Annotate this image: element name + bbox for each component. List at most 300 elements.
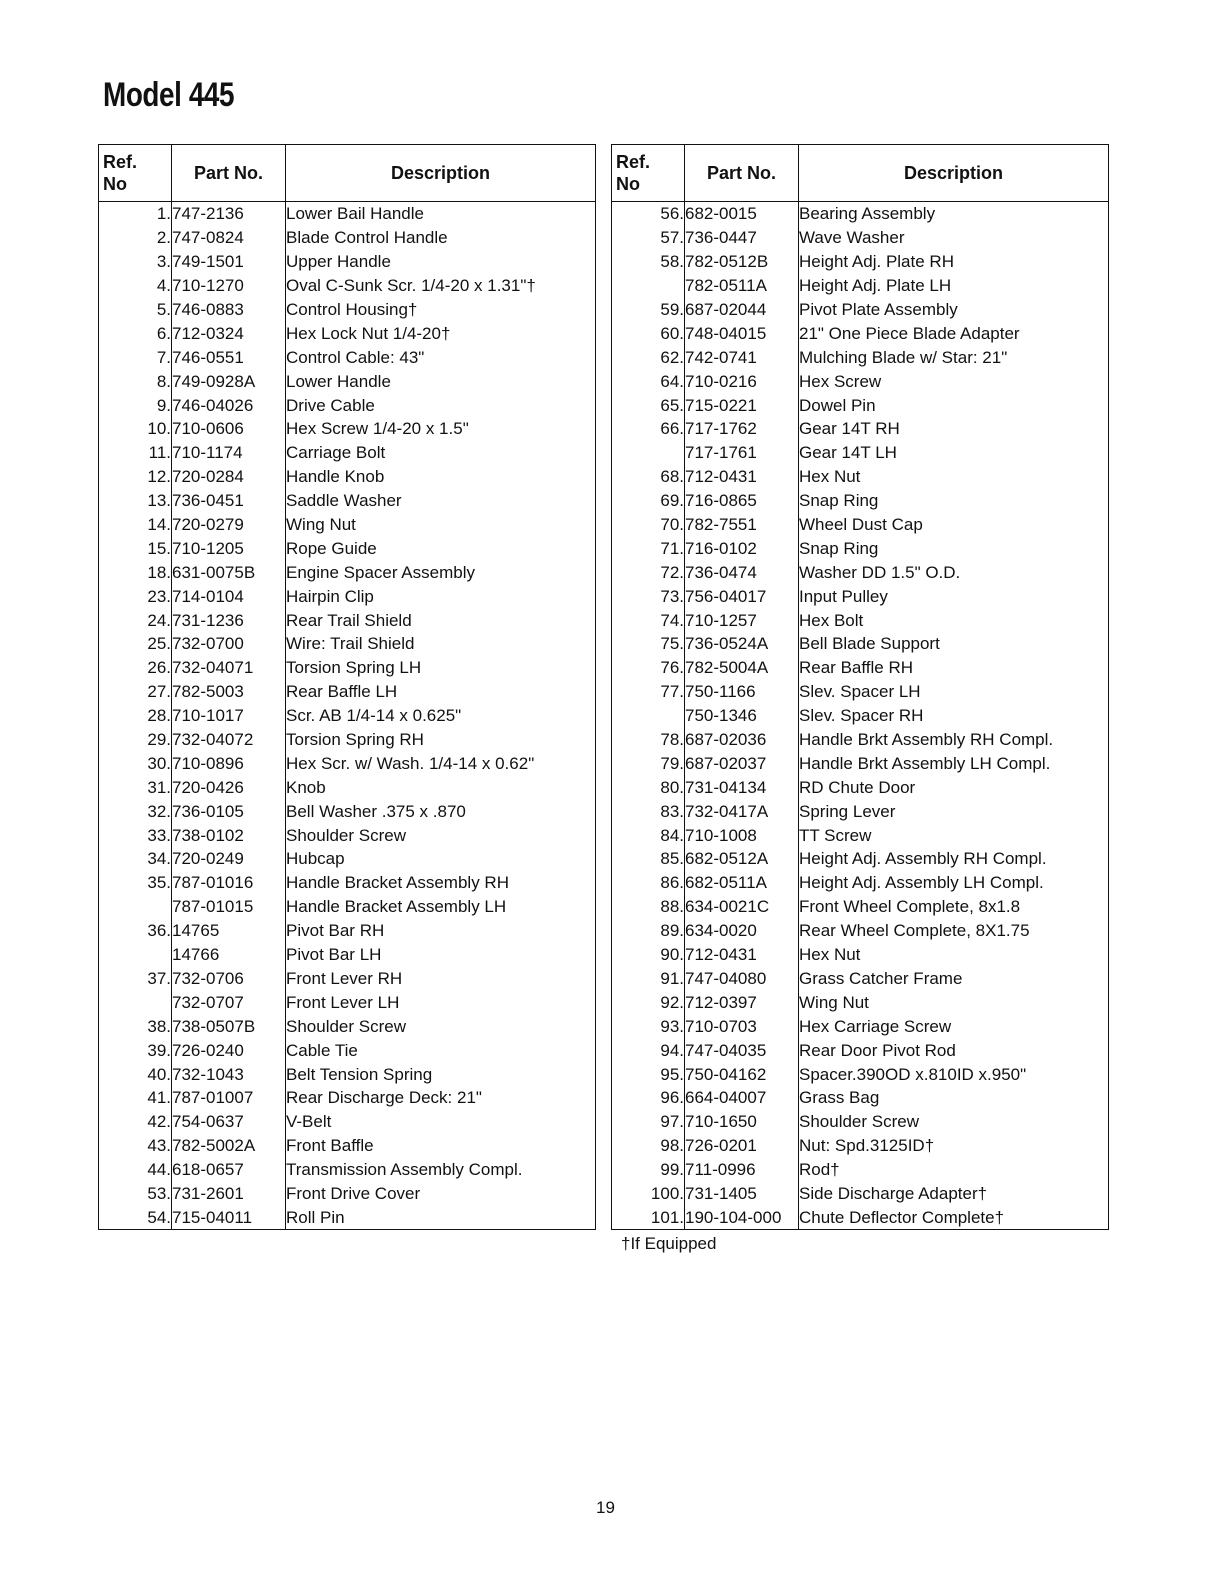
column-header-ref: Ref. No xyxy=(612,145,685,202)
description-cell: Snap Ring xyxy=(799,489,1109,513)
ref-cell: 89. xyxy=(612,919,685,943)
description-cell: Lower Handle xyxy=(286,369,596,393)
ref-cell: 92. xyxy=(612,990,685,1014)
description-cell: Rear Wheel Complete, 8X1.75 xyxy=(799,919,1109,943)
description-cell: Cable Tie xyxy=(286,1038,596,1062)
description-cell: RD Chute Door xyxy=(799,775,1109,799)
table-row xyxy=(612,226,1109,250)
table-row xyxy=(612,990,1109,1014)
parts-table-left-body xyxy=(99,202,596,1230)
table-row xyxy=(612,608,1109,632)
part-number-cell: 732-04072 xyxy=(172,728,286,752)
part-number-cell: 711-0996 xyxy=(685,1158,799,1182)
table-row xyxy=(612,967,1109,991)
ref-cell: 5. xyxy=(99,298,172,322)
column-header-ref: Ref. No xyxy=(99,145,172,202)
part-number-cell: 742-0741 xyxy=(685,345,799,369)
parts-table-right-body xyxy=(612,202,1109,1230)
table-row xyxy=(99,369,596,393)
table-row xyxy=(99,895,596,919)
part-number-cell: 750-1166 xyxy=(685,680,799,704)
description-cell: Handle Bracket Assembly LH xyxy=(286,895,596,919)
table-row xyxy=(99,274,596,298)
ref-cell: 69. xyxy=(612,489,685,513)
part-number-cell: 14765 xyxy=(172,919,286,943)
description-cell: Engine Spacer Assembly xyxy=(286,560,596,584)
table-row xyxy=(612,680,1109,704)
part-number-cell: 618-0657 xyxy=(172,1158,286,1182)
table-header-row xyxy=(612,145,1109,202)
description-cell: Hex Nut xyxy=(799,943,1109,967)
ref-cell: 98. xyxy=(612,1134,685,1158)
ref-cell: 74. xyxy=(612,608,685,632)
part-number-cell: 756-04017 xyxy=(685,584,799,608)
ref-cell: 41. xyxy=(99,1086,172,1110)
ref-cell: 43. xyxy=(99,1134,172,1158)
ref-cell: 84. xyxy=(612,823,685,847)
description-cell: Pivot Bar LH xyxy=(286,943,596,967)
description-cell: 21" One Piece Blade Adapter xyxy=(799,321,1109,345)
description-cell: Rear Baffle RH xyxy=(799,656,1109,680)
ref-cell: 66. xyxy=(612,417,685,441)
ref-cell: 10. xyxy=(99,417,172,441)
column-header-description: Description xyxy=(286,145,596,202)
part-number-cell: 736-0447 xyxy=(685,226,799,250)
table-row xyxy=(612,943,1109,967)
description-cell: Front Lever RH xyxy=(286,967,596,991)
ref-cell: 25. xyxy=(99,632,172,656)
description-cell: Control Cable: 43" xyxy=(286,345,596,369)
part-number-cell: 787-01016 xyxy=(172,871,286,895)
part-number-cell: 710-0703 xyxy=(685,1014,799,1038)
ref-cell: 30. xyxy=(99,751,172,775)
part-number-cell: 687-02036 xyxy=(685,728,799,752)
description-cell: Handle Bracket Assembly RH xyxy=(286,871,596,895)
part-number-cell: 682-0511A xyxy=(685,871,799,895)
ref-cell: 77. xyxy=(612,680,685,704)
table-row xyxy=(99,871,596,895)
ref-cell: 91. xyxy=(612,967,685,991)
ref-cell: 42. xyxy=(99,1110,172,1134)
part-number-cell: 634-0020 xyxy=(685,919,799,943)
ref-cell: 79. xyxy=(612,751,685,775)
ref-cell: 93. xyxy=(612,1014,685,1038)
table-row xyxy=(612,441,1109,465)
table-row xyxy=(99,1205,596,1229)
table-row xyxy=(612,799,1109,823)
part-number-cell: 720-0284 xyxy=(172,465,286,489)
table-row xyxy=(612,584,1109,608)
table-row xyxy=(99,513,596,537)
ref-cell xyxy=(99,990,172,1014)
table-row xyxy=(99,441,596,465)
column-header-description: Description xyxy=(799,145,1109,202)
table-row xyxy=(99,250,596,274)
table-row xyxy=(99,751,596,775)
description-cell: Rear Baffle LH xyxy=(286,680,596,704)
part-number-cell: 782-5002A xyxy=(172,1134,286,1158)
ref-cell: 39. xyxy=(99,1038,172,1062)
table-row xyxy=(612,704,1109,728)
ref-cell: 71. xyxy=(612,536,685,560)
part-number-cell: 714-0104 xyxy=(172,584,286,608)
description-cell: Front Baffle xyxy=(286,1134,596,1158)
description-cell: Bell Blade Support xyxy=(799,632,1109,656)
part-number-cell: 664-04007 xyxy=(685,1086,799,1110)
ref-cell xyxy=(612,274,685,298)
description-cell: Hex Scr. w/ Wash. 1/4-14 x 0.62" xyxy=(286,751,596,775)
description-cell: Input Pulley xyxy=(799,584,1109,608)
part-number-cell: 782-5003 xyxy=(172,680,286,704)
part-number-cell: 747-04035 xyxy=(685,1038,799,1062)
ref-cell: 7. xyxy=(99,345,172,369)
part-number-cell: 710-0896 xyxy=(172,751,286,775)
part-number-cell: 710-1008 xyxy=(685,823,799,847)
ref-cell: 1. xyxy=(99,202,172,226)
table-row xyxy=(99,1062,596,1086)
description-cell: Wire: Trail Shield xyxy=(286,632,596,656)
part-number-cell: 748-04015 xyxy=(685,321,799,345)
part-number-cell: 720-0426 xyxy=(172,775,286,799)
table-row xyxy=(612,751,1109,775)
ref-cell: 80. xyxy=(612,775,685,799)
ref-cell: 40. xyxy=(99,1062,172,1086)
table-row xyxy=(612,632,1109,656)
part-number-cell: 190-104-000 xyxy=(685,1205,799,1229)
description-cell: Upper Handle xyxy=(286,250,596,274)
table-row xyxy=(99,775,596,799)
part-number-cell: 715-0221 xyxy=(685,393,799,417)
part-number-cell: 787-01007 xyxy=(172,1086,286,1110)
part-number-cell: 750-04162 xyxy=(685,1062,799,1086)
description-cell: Blade Control Handle xyxy=(286,226,596,250)
table-row xyxy=(612,1038,1109,1062)
ref-cell: 23. xyxy=(99,584,172,608)
table-row xyxy=(99,1086,596,1110)
ref-cell: 88. xyxy=(612,895,685,919)
table-header-row xyxy=(99,145,596,202)
part-number-cell: 732-1043 xyxy=(172,1062,286,1086)
table-row xyxy=(99,1158,596,1182)
part-number-cell: 736-0524A xyxy=(685,632,799,656)
table-row xyxy=(612,656,1109,680)
table-row xyxy=(99,417,596,441)
description-cell: Hex Carriage Screw xyxy=(799,1014,1109,1038)
table-row xyxy=(99,656,596,680)
ref-cell: 68. xyxy=(612,465,685,489)
part-number-cell: 750-1346 xyxy=(685,704,799,728)
table-row xyxy=(612,823,1109,847)
description-cell: Shoulder Screw xyxy=(799,1110,1109,1134)
ref-cell: 36. xyxy=(99,919,172,943)
table-row xyxy=(612,919,1109,943)
table-row xyxy=(612,202,1109,226)
description-cell: Grass Bag xyxy=(799,1086,1109,1110)
description-cell: Snap Ring xyxy=(799,536,1109,560)
ref-cell: 86. xyxy=(612,871,685,895)
table-row xyxy=(99,1110,596,1134)
ref-cell xyxy=(612,704,685,728)
ref-cell: 95. xyxy=(612,1062,685,1086)
ref-cell: 37. xyxy=(99,967,172,991)
description-cell: Slev. Spacer LH xyxy=(799,680,1109,704)
table-row xyxy=(99,608,596,632)
table-row xyxy=(612,250,1109,274)
table-row xyxy=(99,489,596,513)
part-number-cell: 717-1761 xyxy=(685,441,799,465)
ref-cell: 60. xyxy=(612,321,685,345)
part-number-cell: 782-0512B xyxy=(685,250,799,274)
ref-cell: 99. xyxy=(612,1158,685,1182)
ref-cell: 6. xyxy=(99,321,172,345)
ref-cell: 96. xyxy=(612,1086,685,1110)
table-row xyxy=(612,775,1109,799)
part-number-cell: 687-02037 xyxy=(685,751,799,775)
table-row xyxy=(612,871,1109,895)
description-cell: Height Adj. Assembly LH Compl. xyxy=(799,871,1109,895)
table-row xyxy=(612,345,1109,369)
part-number-cell: 746-0883 xyxy=(172,298,286,322)
ref-cell: 97. xyxy=(612,1110,685,1134)
part-number-cell: 731-04134 xyxy=(685,775,799,799)
part-number-cell: 782-5004A xyxy=(685,656,799,680)
description-cell: Grass Catcher Frame xyxy=(799,967,1109,991)
description-cell: Handle Brkt Assembly RH Compl. xyxy=(799,728,1109,752)
part-number-cell: 787-01015 xyxy=(172,895,286,919)
part-number-cell: 634-0021C xyxy=(685,895,799,919)
description-cell: Gear 14T LH xyxy=(799,441,1109,465)
ref-cell: 33. xyxy=(99,823,172,847)
ref-cell: 2. xyxy=(99,226,172,250)
table-row xyxy=(99,226,596,250)
ref-cell: 24. xyxy=(99,608,172,632)
table-row xyxy=(612,1158,1109,1182)
table-row xyxy=(612,895,1109,919)
part-number-cell: 715-04011 xyxy=(172,1205,286,1229)
table-row xyxy=(99,345,596,369)
table-row xyxy=(612,1205,1109,1229)
ref-cell: 44. xyxy=(99,1158,172,1182)
ref-cell: 57. xyxy=(612,226,685,250)
table-row xyxy=(99,632,596,656)
description-cell: Spacer.390OD x.810ID x.950" xyxy=(799,1062,1109,1086)
table-row xyxy=(99,321,596,345)
part-number-cell: 749-0928A xyxy=(172,369,286,393)
table-row xyxy=(612,1062,1109,1086)
ref-cell: 12. xyxy=(99,465,172,489)
description-cell: V-Belt xyxy=(286,1110,596,1134)
ref-cell: 75. xyxy=(612,632,685,656)
ref-cell: 73. xyxy=(612,584,685,608)
part-number-cell: 747-04080 xyxy=(685,967,799,991)
ref-cell: 11. xyxy=(99,441,172,465)
description-cell: Rod† xyxy=(799,1158,1109,1182)
part-number-cell: 732-0707 xyxy=(172,990,286,1014)
table-row xyxy=(612,1110,1109,1134)
table-row xyxy=(612,489,1109,513)
part-number-cell: 731-2601 xyxy=(172,1182,286,1206)
table-row xyxy=(99,1014,596,1038)
description-cell: Shoulder Screw xyxy=(286,1014,596,1038)
part-number-cell: 716-0865 xyxy=(685,489,799,513)
ref-cell: 27. xyxy=(99,680,172,704)
ref-cell: 100. xyxy=(612,1182,685,1206)
ref-cell: 101. xyxy=(612,1205,685,1229)
description-cell: Roll Pin xyxy=(286,1205,596,1229)
description-cell: Front Drive Cover xyxy=(286,1182,596,1206)
part-number-cell: 782-0511A xyxy=(685,274,799,298)
part-number-cell: 710-1257 xyxy=(685,608,799,632)
description-cell: Belt Tension Spring xyxy=(286,1062,596,1086)
description-cell: Hex Nut xyxy=(799,465,1109,489)
description-cell: Gear 14T RH xyxy=(799,417,1109,441)
column-header-part-no: Part No. xyxy=(172,145,286,202)
part-number-cell: 717-1762 xyxy=(685,417,799,441)
part-number-cell: 687-02044 xyxy=(685,298,799,322)
ref-cell: 26. xyxy=(99,656,172,680)
table-row xyxy=(612,1086,1109,1110)
part-number-cell: 738-0507B xyxy=(172,1014,286,1038)
description-cell: Carriage Bolt xyxy=(286,441,596,465)
ref-cell: 64. xyxy=(612,369,685,393)
part-number-cell: 14766 xyxy=(172,943,286,967)
table-row xyxy=(612,1134,1109,1158)
part-number-cell: 710-1017 xyxy=(172,704,286,728)
footnote-if-equipped: †If Equipped xyxy=(621,1234,717,1253)
part-number-cell: 747-0824 xyxy=(172,226,286,250)
description-cell: Dowel Pin xyxy=(799,393,1109,417)
ref-cell: 18. xyxy=(99,560,172,584)
table-row xyxy=(99,1134,596,1158)
table-row xyxy=(612,847,1109,871)
parts-table-right xyxy=(611,144,1109,1230)
ref-cell: 72. xyxy=(612,560,685,584)
description-cell: TT Screw xyxy=(799,823,1109,847)
part-number-cell: 710-0216 xyxy=(685,369,799,393)
description-cell: Front Lever LH xyxy=(286,990,596,1014)
description-cell: Torsion Spring LH xyxy=(286,656,596,680)
part-number-cell: 710-1650 xyxy=(685,1110,799,1134)
table-row xyxy=(99,823,596,847)
table-row xyxy=(99,536,596,560)
part-number-cell: 682-0512A xyxy=(685,847,799,871)
ref-cell: 35. xyxy=(99,871,172,895)
description-cell: Hex Screw xyxy=(799,369,1109,393)
table-row xyxy=(612,369,1109,393)
description-cell: Handle Knob xyxy=(286,465,596,489)
description-cell: Saddle Washer xyxy=(286,489,596,513)
description-cell: Height Adj. Plate RH xyxy=(799,250,1109,274)
table-row xyxy=(99,847,596,871)
description-cell: Spring Lever xyxy=(799,799,1109,823)
description-cell: Wheel Dust Cap xyxy=(799,513,1109,537)
description-cell: Hex Bolt xyxy=(799,608,1109,632)
part-number-cell: 726-0201 xyxy=(685,1134,799,1158)
part-number-cell: 712-0431 xyxy=(685,943,799,967)
part-number-cell: 782-7551 xyxy=(685,513,799,537)
description-cell: Pivot Plate Assembly xyxy=(799,298,1109,322)
description-cell: Pivot Bar RH xyxy=(286,919,596,943)
parts-table-left xyxy=(98,144,596,1230)
part-number-cell: 747-2136 xyxy=(172,202,286,226)
table-row xyxy=(99,560,596,584)
description-cell: Transmission Assembly Compl. xyxy=(286,1158,596,1182)
part-number-cell: 720-0249 xyxy=(172,847,286,871)
part-number-cell: 732-0700 xyxy=(172,632,286,656)
column-header-part-no: Part No. xyxy=(685,145,799,202)
table-row xyxy=(99,990,596,1014)
part-number-cell: 712-0431 xyxy=(685,465,799,489)
ref-cell: 28. xyxy=(99,704,172,728)
ref-cell: 58. xyxy=(612,250,685,274)
table-row xyxy=(99,799,596,823)
table-row xyxy=(99,943,596,967)
description-cell: Control Housing† xyxy=(286,298,596,322)
ref-cell: 90. xyxy=(612,943,685,967)
part-number-cell: 732-0417A xyxy=(685,799,799,823)
table-row xyxy=(99,584,596,608)
description-cell: Scr. AB 1/4-14 x 0.625" xyxy=(286,704,596,728)
description-cell: Front Wheel Complete, 8x1.8 xyxy=(799,895,1109,919)
ref-cell: 56. xyxy=(612,202,685,226)
description-cell: Torsion Spring RH xyxy=(286,728,596,752)
table-row xyxy=(99,202,596,226)
table-row xyxy=(612,1182,1109,1206)
ref-cell: 13. xyxy=(99,489,172,513)
part-number-cell: 726-0240 xyxy=(172,1038,286,1062)
part-number-cell: 736-0474 xyxy=(685,560,799,584)
description-cell: Chute Deflector Complete† xyxy=(799,1205,1109,1229)
table-row xyxy=(99,1182,596,1206)
ref-cell: 32. xyxy=(99,799,172,823)
description-cell: Rear Discharge Deck: 21" xyxy=(286,1086,596,1110)
ref-cell: 83. xyxy=(612,799,685,823)
page-title: Model 445 xyxy=(103,76,235,114)
description-cell: Hex Screw 1/4-20 x 1.5" xyxy=(286,417,596,441)
table-row xyxy=(612,465,1109,489)
description-cell: Drive Cable xyxy=(286,393,596,417)
table-row xyxy=(99,919,596,943)
ref-cell: 34. xyxy=(99,847,172,871)
ref-cell: 8. xyxy=(99,369,172,393)
part-number-cell: 720-0279 xyxy=(172,513,286,537)
table-row xyxy=(99,728,596,752)
table-row xyxy=(612,536,1109,560)
table-row xyxy=(99,393,596,417)
table-row xyxy=(99,465,596,489)
description-cell: Oval C-Sunk Scr. 1/4-20 x 1.31"† xyxy=(286,274,596,298)
part-number-cell: 716-0102 xyxy=(685,536,799,560)
ref-cell: 29. xyxy=(99,728,172,752)
part-number-cell: 682-0015 xyxy=(685,202,799,226)
description-cell: Bell Washer .375 x .870 xyxy=(286,799,596,823)
table-row xyxy=(612,513,1109,537)
ref-cell: 9. xyxy=(99,393,172,417)
ref-cell: 54. xyxy=(99,1205,172,1229)
part-number-cell: 631-0075B xyxy=(172,560,286,584)
description-cell: Slev. Spacer RH xyxy=(799,704,1109,728)
part-number-cell: 710-1205 xyxy=(172,536,286,560)
description-cell: Rope Guide xyxy=(286,536,596,560)
part-number-cell: 710-1174 xyxy=(172,441,286,465)
description-cell: Height Adj. Assembly RH Compl. xyxy=(799,847,1109,871)
ref-cell xyxy=(99,895,172,919)
part-number-cell: 732-04071 xyxy=(172,656,286,680)
ref-cell: 4. xyxy=(99,274,172,298)
ref-cell: 53. xyxy=(99,1182,172,1206)
ref-cell: 78. xyxy=(612,728,685,752)
part-number-cell: 736-0451 xyxy=(172,489,286,513)
